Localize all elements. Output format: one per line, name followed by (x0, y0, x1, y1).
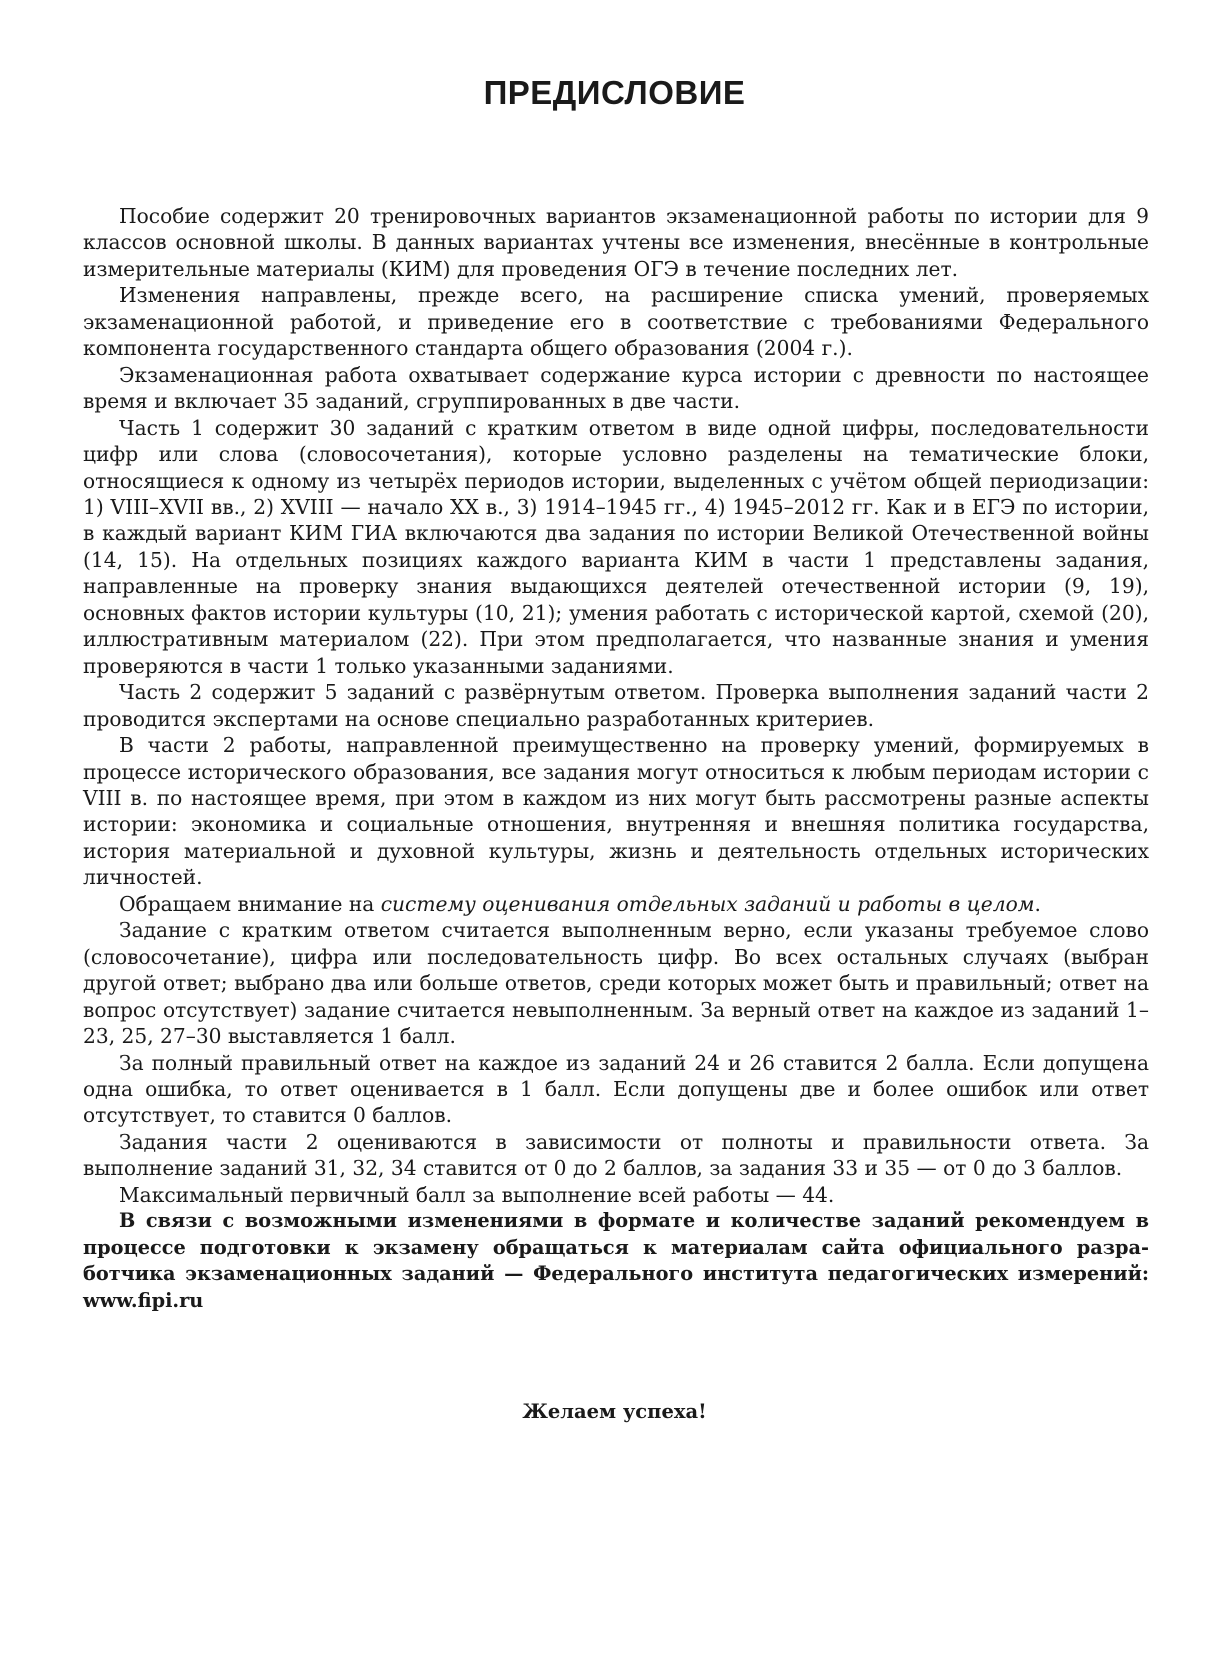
closing-wish: Желаем успеха! (522, 1400, 707, 1423)
attention-prefix: Обращаем внимание на (119, 891, 381, 916)
paragraph: Задания части 2 оцениваются в зависимости от полноты и правильности ответа. За выполнение заданий 31, 32, 34 ставится от 0 до 2 баллов, за задания 33 и 35 — от 0 до 3 баллов. (83, 1129, 1149, 1181)
paragraph: Максимальный первичный балл за выполнение всей работы — 44. (119, 1182, 835, 1207)
attention-emphasis: систему оценивания отдельных заданий и работы в целом (380, 891, 1035, 916)
paragraph: Часть 1 содержит 30 заданий с кратким ответом в виде одной цифры, последовательности цифр или слова (словосочетания), которые условно разделены на тематические блоки, относящиеся к одному из четырёх периодов истории, выделенных с учётом общей периодизации: 1) VIII–XVII вв., 2) XVIII — начало XX в., 3) 1914–1945 гг., 4) 1945–2012 гг. Как и в ЕГЭ по истории, в каждый вариант КИМ ГИА включаются два задания по истории Великой Отечественной войны (14, 15). На отдельных позициях каждого варианта КИМ в части 1 представлены задания, направленные на проверку знания выдающихся деятелей отечественной истории (9, 19), основных фактов истории культуры (10, 21); умения работать с исторической картой, схемой (20), иллюстративным материалом (22). При этом предполагается, что названные знания и умения проверяются в части 1 только указанными заданиями. (83, 415, 1149, 678)
attention-suffix: . (1034, 891, 1041, 916)
paragraph: Экзаменационная работа охватывает содержание курса истории с древности по настоящее время и включает 35 заданий, сгруппированных в две части. (83, 362, 1149, 414)
page-title: ПРЕДИСЛОВИЕ (483, 74, 746, 111)
paragraph: Пособие содержит 20 тренировочных вариантов экзаменационной работы по истории для 9 классов основной школы. В данных вариантах учтены все изменения, внесённые в контрольные измерительные материалы (КИМ) для проведения ОГЭ в течение последних лет. (83, 204, 1149, 281)
paragraph: В части 2 работы, направленной преимущественно на проверку умений, формируемых в процессе исторического образования, все задания могут относиться к любым периодам истории с VIII в. по настоящее время, при этом в каждом из них могут быть рассмотрены разные аспекты истории: экономика и социальные отношения, внутренняя и внешняя политика государства, история материальной и духовной культуры, жизнь и деятельность отдельных исторических личностей. (83, 733, 1149, 890)
preface-body (83, 203, 1149, 1314)
paragraph: Изменения направлены, прежде всего, на расширение списка умений, проверяемых экзаменационной работой, и приведение его в соответствие с требованиями Федерального компонента государственного стандарта общего образования (2004 г.). (83, 283, 1149, 361)
paragraph: Задание с кратким ответом считается выполненным верно, если указаны требуемое слово (словосочетание), цифра или последовательность цифр. Во всех остальных случаях (выбран другой ответ; выбрано два или больше ответов, среди которых может быть и правильный; ответ на вопрос отсутствует) задание считается невыполненным. За верный ответ на каждое из заданий 1–23, 25, 27–30 выставляется 1 балл. (83, 918, 1149, 1049)
paragraph: Часть 2 содержит 5 заданий с развёрнутым ответом. Проверка выполнения заданий части 2 проводится экспертами на основе специально разработанных критериев. (83, 680, 1149, 731)
attention-paragraph (83, 891, 1149, 917)
paragraph: За полный правильный ответ на каждое из заданий 24 и 26 ставится 2 балла. Если допущена одна ошибка, то ответ оценивается в 1 балл. Если допущены две и более ошибок или ответ отсутствует, то ставится 0 баллов. (83, 1050, 1149, 1128)
bold-note: В связи с возможными изменениями в формате и количестве заданий рекомендуем в процессе подготовки к экзамену обращаться к материалам сайта официального разработчика экзаменационных заданий — Федерального института педагогических измерений: www.fipi.ru (83, 1209, 1149, 1312)
